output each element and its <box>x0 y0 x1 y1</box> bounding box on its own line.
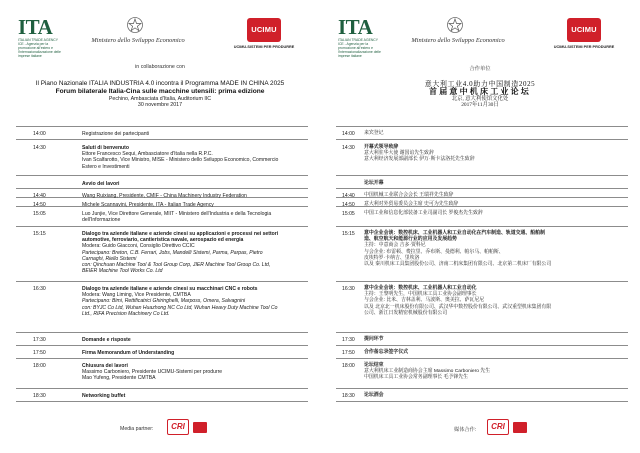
program-content <box>82 145 308 170</box>
program-item-title: Dialogo tra aziende italiane e aziende cinesi su macchinari CNC e robots <box>82 286 258 292</box>
program-time: 15:15 <box>33 231 46 237</box>
program-content <box>82 211 308 223</box>
row-divider <box>336 188 628 189</box>
media-partner-footer <box>0 418 320 438</box>
program-time: 18:00 <box>342 363 355 369</box>
program-time: 17:30 <box>342 337 355 343</box>
row-divider <box>16 126 308 127</box>
program-item-title: Domande e risposte <box>82 337 131 343</box>
event-title: 意大利工业4.0助力中国制造2025 <box>424 80 536 88</box>
program-item-line: 意大利经济发展部副部长 伊万·斯卡法洛托先生致辞 <box>364 157 475 163</box>
row-divider <box>16 332 308 333</box>
program-item-title: Dialogo tra aziende italiane e aziende cinesi su applicazioni e processi nei settori <box>82 231 279 237</box>
ita-logo-word: ITA <box>18 15 53 39</box>
ucimu-badge: UCIMU <box>567 18 601 42</box>
row-divider <box>336 388 628 389</box>
program-time: 18:30 <box>342 393 355 399</box>
row-divider <box>16 139 308 140</box>
program-item-title: 意中企业会谈：数控机床、工业机器人和工业自动化 <box>364 286 477 291</box>
row-divider <box>336 401 628 402</box>
event-venue: Pechino, Ambasciata d'Italia, Auditorium IIC <box>108 96 212 102</box>
event-header <box>320 80 640 109</box>
program-time: 17:50 <box>33 350 46 356</box>
program-item-line: Partecipano: Bimi, Rettificatrici Ghiringhelli, Marposs, Omera, Salvagnini <box>82 298 246 305</box>
program-time: 14:30 <box>342 145 355 151</box>
program-content <box>364 363 626 382</box>
program-item-line: Estero e Investimenti <box>82 163 130 170</box>
program-content <box>82 286 308 317</box>
row-divider <box>16 388 308 389</box>
program-time: 15:15 <box>342 231 355 237</box>
program-item-line: 皮埃特罗·卡纳吉、里埃洛 <box>364 255 420 261</box>
ita-logo-subtitle: ITALIAN TRADE AGENCY ICE - Agenzia per la promozione all'estero e l'internazionalizzazione delle imprese italiane <box>338 38 381 58</box>
cri-logo: CRI <box>487 419 509 435</box>
ucimu-logo-subtitle: UCIMU-SISTEMI PER PRODURRE <box>553 45 615 49</box>
program-item-line: 主持：王黎明先生，中国机床工具工业协会副理事长 <box>364 292 477 298</box>
program-item-title: 提问环节 <box>364 337 384 342</box>
ucimu-logo <box>226 18 302 54</box>
program-time: 15:05 <box>342 211 355 217</box>
program-item-title: Saluti di benvenuto <box>82 145 129 151</box>
program-time: 17:50 <box>342 350 355 356</box>
program-content <box>82 231 308 274</box>
row-divider <box>16 401 308 402</box>
italian-emblem-icon <box>126 15 144 35</box>
program-item-line: 中国机床工具工业协会常务副理事长 毛予锋先生 <box>364 375 469 381</box>
row-divider <box>16 281 308 282</box>
event-date: 2017年11月30日 <box>461 102 499 109</box>
program-content <box>364 131 626 137</box>
event-header <box>0 80 320 109</box>
program-item-line: 中国工业和信息化部装备工业司副司长 罗俊杰先生致辞 <box>364 211 483 216</box>
row-divider <box>336 358 628 359</box>
program-content <box>82 193 308 199</box>
row-divider <box>16 175 308 176</box>
program-item-line: 来宾登记 <box>364 131 384 136</box>
ucimu-badge: UCIMU <box>247 18 281 42</box>
row-divider <box>336 281 628 282</box>
program-content <box>364 211 626 217</box>
program-item-title: 论坛酒会 <box>364 393 384 398</box>
program-item-title: Avvio dei lavori <box>82 181 120 187</box>
ita-logo-word: ITA <box>338 15 373 39</box>
program-item-title: 意中企业会谈：数控机床、工业机器人和工业自动化在汽车制造、轨道交通、船舶制 <box>364 231 545 236</box>
program-item-line: Mao Yufeng, Presidente CMTBA <box>82 375 156 382</box>
program-item-line: Modera: Wang Liming, Vice Presidente, CMTBA <box>82 292 191 299</box>
program-item-title: Firma Memorandum of Understanding <box>82 350 175 356</box>
program-content <box>82 393 308 399</box>
ita-logo-subtitle: ITALIAN TRADE AGENCY ICE - Agenzia per la promozione all'estero e l'internazionalizzazione delle imprese italiane <box>18 38 61 58</box>
program-item-line: Registrazione dei partecipanti <box>82 131 150 137</box>
row-divider <box>16 226 308 227</box>
row-divider <box>16 358 308 359</box>
logo-bar <box>320 12 640 58</box>
program-time: 14:40 <box>342 193 355 199</box>
chinese-program-column <box>320 0 640 453</box>
collaboration-label: 合作单位 <box>469 66 491 72</box>
ministry-logo <box>82 15 194 55</box>
ministry-logo-text: Ministero dello Sviluppo Economico <box>411 37 505 44</box>
row-divider <box>336 175 628 176</box>
program-item-title: 论坛开幕 <box>364 181 384 186</box>
program-item-line: 与会企业: 比米、吉林盖利、马波斯、奥美拉、萨瓦尼尼 <box>364 298 485 304</box>
row-divider <box>336 332 628 333</box>
program-item-line: Luo Junjie, Vice Direttore Generale, MIIT - Ministero dell'Industria e della Tecnologia <box>82 211 272 217</box>
ucimu-logo <box>546 18 622 54</box>
row-divider <box>336 126 628 127</box>
media-partner-label: Media partner: <box>120 426 154 432</box>
program-content <box>364 350 626 356</box>
ministry-logo <box>402 15 514 55</box>
program-time: 14:50 <box>33 202 46 208</box>
program-item-line: Ivan Scalfarotto, Vice Ministro, MISE - Ministero dello Sviluppo Economico, Commercio <box>82 157 279 164</box>
program-time: 14:00 <box>33 131 46 137</box>
program-item-line: Carnaghi, Riello Sistemi <box>82 255 137 262</box>
program-item-title: 合作备忘录签字仪式 <box>364 350 409 355</box>
program-content <box>82 131 308 137</box>
program-item-title: 开幕式领导致辞 <box>364 145 399 150</box>
program-content <box>82 350 308 356</box>
italian-emblem-icon <box>446 15 464 35</box>
program-time: 14:00 <box>342 131 355 137</box>
program-item-line: Ettore Francesco Sequi, Ambasciatore d'Italia nella R.P.C. <box>82 151 213 158</box>
event-title: Il Piano Nazionale ITALIA INDUSTRIA 4.0 incontra il Programma MADE IN CHINA 2025 <box>35 80 285 87</box>
program-item-line: Michele Scannavini, Presidente, ITA - Italian Trade Agency <box>82 202 214 208</box>
program-item-line: 意大利驻华大使 谢国谊先生致辞 <box>364 151 434 157</box>
program-item-line: 中国机械工业联合会会长 王瑞祥先生致辞 <box>364 193 454 198</box>
row-divider <box>336 139 628 140</box>
program-content <box>364 181 626 187</box>
program-content <box>364 202 626 208</box>
program-content <box>82 181 308 187</box>
row-divider <box>336 345 628 346</box>
event-subtitle: 首届意中机床工业论坛 <box>429 87 531 96</box>
row-divider <box>16 188 308 189</box>
program-item-line: con: BYJC Co Ltd, Wuhan Huazhong NC Co Ltd, Wuhan Heavy Duty Machine Tool Co <box>82 304 278 311</box>
program-time: 16:30 <box>33 286 46 292</box>
program-item-title: Networking buffet <box>82 393 126 399</box>
program-time: 18:30 <box>33 393 46 399</box>
ucimu-logo-subtitle: UCIMU-SISTEMI PER PRODURRE <box>233 45 295 49</box>
program-time: 16:30 <box>342 286 355 292</box>
media-partner-label: 媒体合作: <box>454 427 477 433</box>
program-time: 14:40 <box>33 193 46 199</box>
partner-logo-red <box>193 422 207 433</box>
program-item-title: 论坛结束 <box>364 363 384 368</box>
program-item-line: Modera: Guido Giacconi, Consiglio Direttivo CCIC <box>82 243 195 250</box>
program-content <box>364 393 626 399</box>
program-item-line: 以及 秦川机床工具集团股份公司、济南二机床集团有限公司、北京第二机床厂有限公司 <box>364 262 552 268</box>
row-divider <box>336 226 628 227</box>
program-item-line: 意大利机床工业制造商协会主席 Massimo Carboniero 先生 <box>364 369 491 375</box>
program-item-line: con: Qinchuan Machine Tool & Tool Group Corp, JIER Machine Tool Group Co. Ltd, <box>82 262 271 269</box>
program-item-line: 以及 北京北一机床股份有限公司、武汉华中数控股份有限公司、武汉重型机床集团有限 <box>364 304 552 310</box>
program-item-line: 意大利对外贸易委员会主席 史可为先生致辞 <box>364 202 459 207</box>
program-content <box>364 286 626 317</box>
program-content <box>364 337 626 343</box>
program-content <box>82 202 308 208</box>
program-item-line: Massimo Carboniero, Presidente UCIMU-Sistemi per produrre <box>82 369 223 376</box>
ita-logo <box>18 15 62 58</box>
event-subtitle: Forum bilaterale Italia-Cina sulle macchine utensili: prima edizione <box>55 88 265 95</box>
program-time: 14:30 <box>33 145 46 151</box>
event-date: 30 novembre 2017 <box>137 102 183 109</box>
collaboration-label: in collaborazione con <box>135 64 185 70</box>
program-item-line: dell'Informazione <box>82 217 121 224</box>
row-divider <box>16 345 308 346</box>
program-item-line: Partecipano: Breton, C.B. Ferrari, Jobs, Mandelli Sistemi, Parma, Parpas, Pietro <box>82 249 263 256</box>
program-content <box>82 337 308 343</box>
partner-logo-red <box>513 422 527 433</box>
program-item-line: Wang Ruixiang, Presidente, CMIF - China Machinery Industry Federation <box>82 193 247 199</box>
program-time: 14:50 <box>342 202 355 208</box>
ita-logo <box>338 15 382 58</box>
program-time: 17:30 <box>33 337 46 343</box>
ministry-logo-text: Ministero dello Sviluppo Economico <box>91 37 185 44</box>
program-item-title: Chiusura dei lavori <box>82 363 128 369</box>
program-item-line: Ltd., RIFA Precision Machinery Co Ltd. <box>82 310 170 317</box>
program-item-line: 主持：中意商会 吉多·贾科尼 <box>364 243 426 249</box>
program-item-line: automotive, ferroviario, cantieristica navale, aerospazio ed energia <box>82 237 244 244</box>
program-time: 15:05 <box>33 211 46 217</box>
program-item-line: BEIER Machine Tool Works Co. Ltd <box>82 268 163 275</box>
program-item-line: 造、航空航天和能源行业的应用及发展趋势 <box>364 237 457 243</box>
program-time: 18:00 <box>33 363 46 369</box>
logo-bar <box>0 12 320 58</box>
program-content <box>364 193 626 199</box>
program-content <box>364 145 626 164</box>
media-partner-footer <box>320 418 640 438</box>
program-content <box>82 363 308 382</box>
program-content <box>364 231 626 268</box>
event-venue: 北京, 意大利使馆文化处 <box>451 96 509 102</box>
cri-logo: CRI <box>167 419 189 435</box>
program-item-line: 公司、浙江日发精密机械股份有限公司 <box>364 310 448 316</box>
program-item-line: 与会企业: 布雷顿、费拉里、乔布斯、曼德利、帕尔马、帕帕斯、 <box>364 249 504 255</box>
